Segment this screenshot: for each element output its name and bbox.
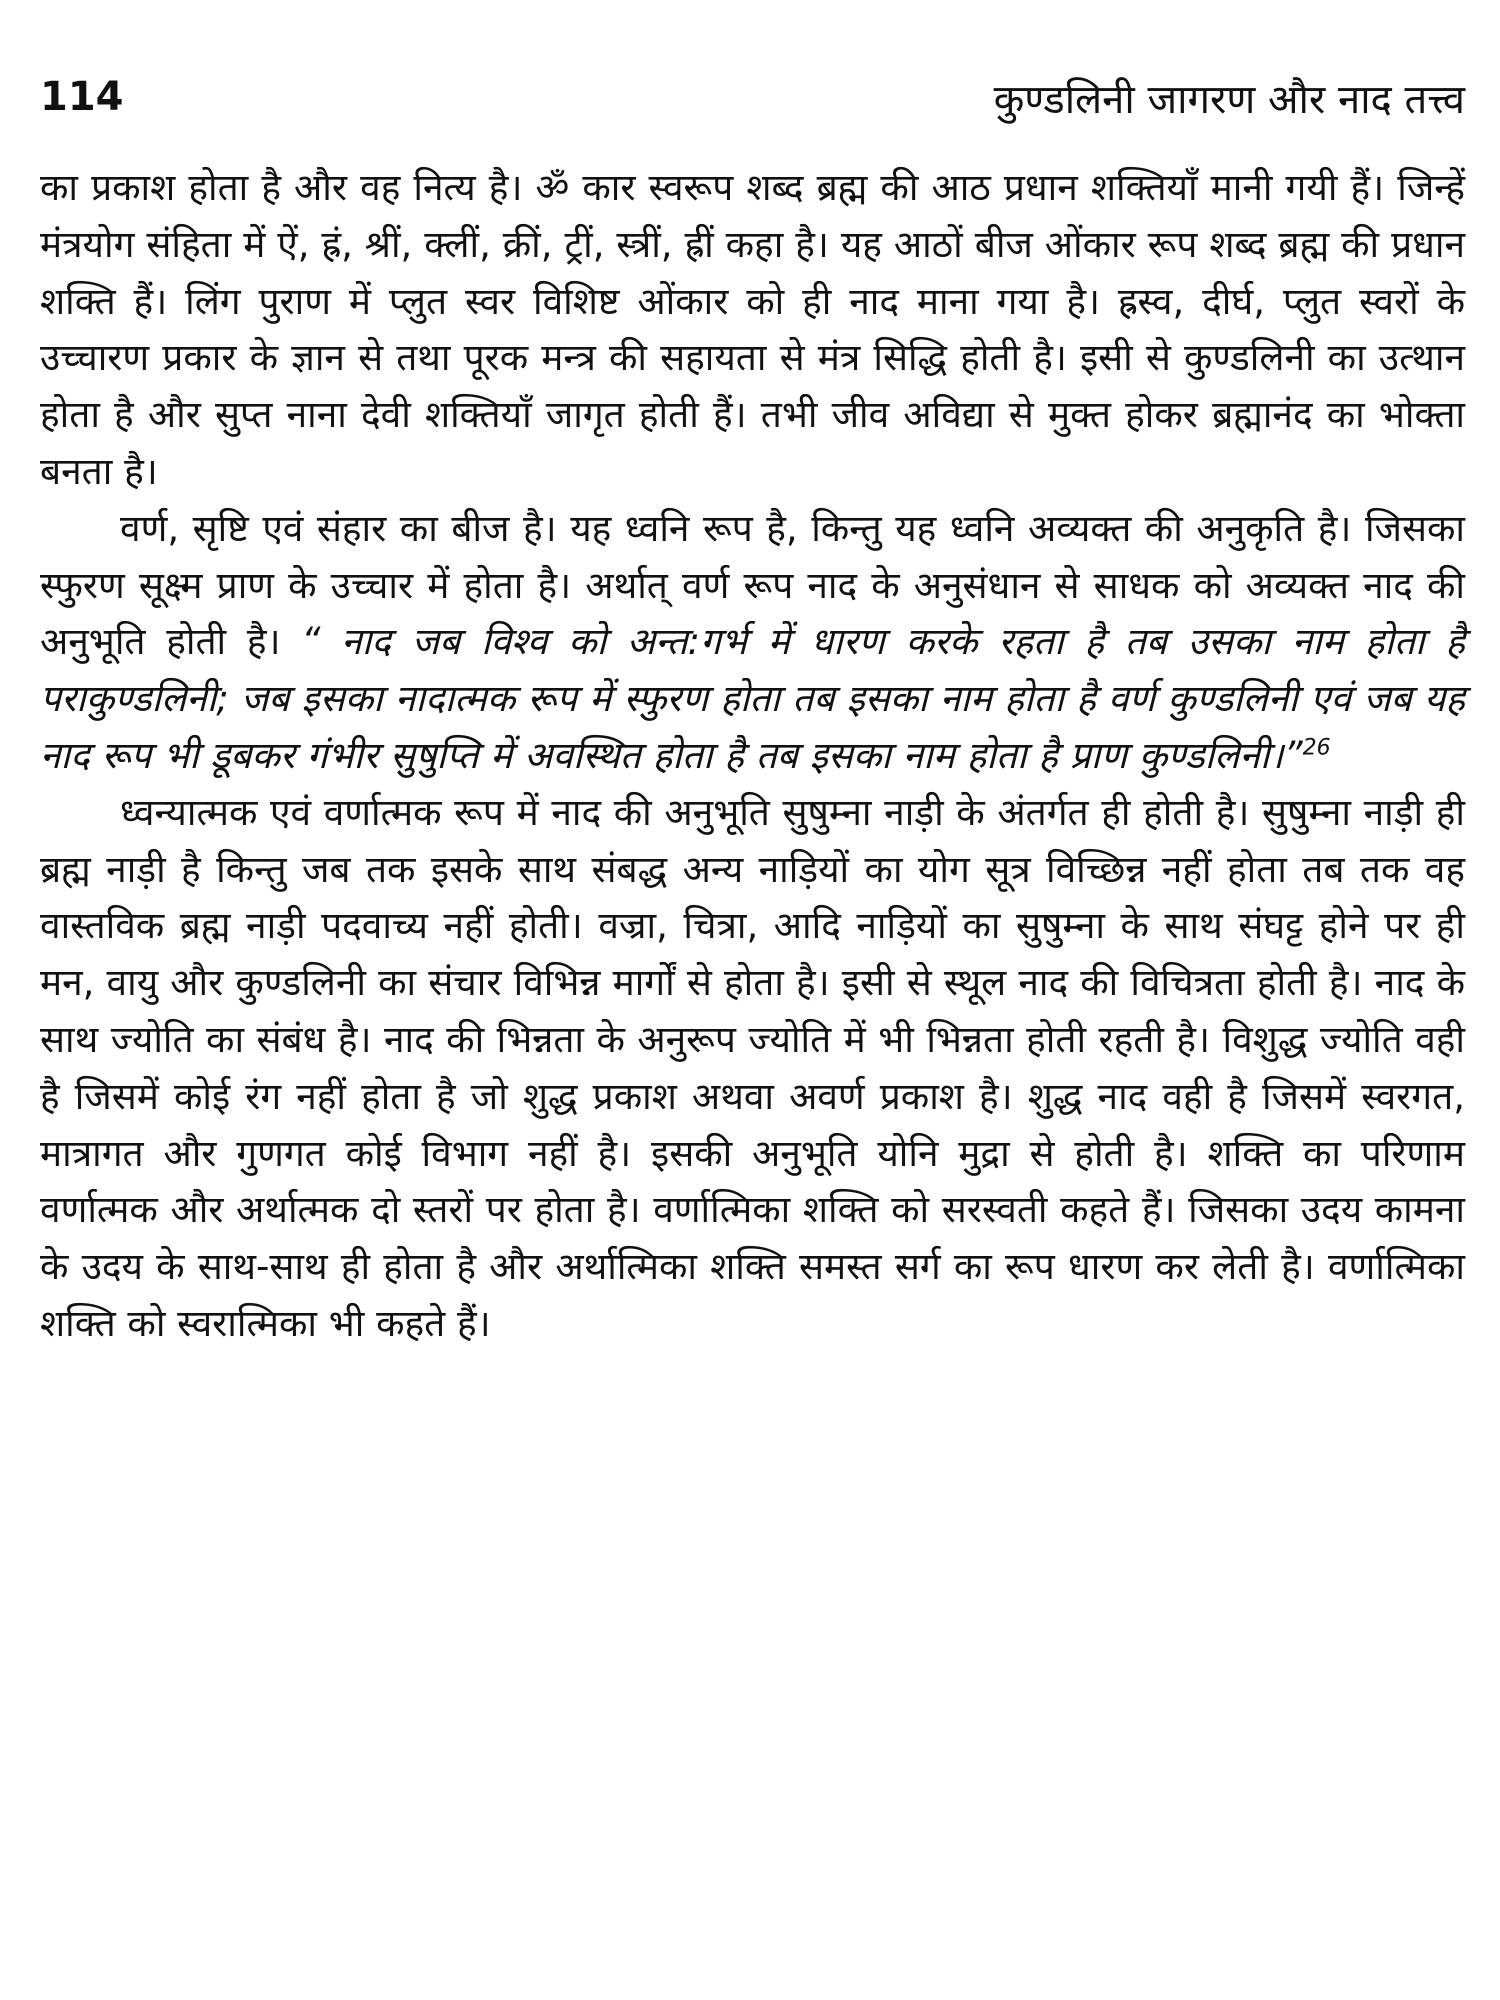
footnote-reference: 26: [1302, 735, 1331, 761]
paragraph-1: का प्रकाश होता है और वह नित्य है। ॐ कार स्वरूप शब्द ब्रह्म की आठ प्रधान शक्तियाँ मानी गयी हैं। जिन्हें मंत्रयोग संहिता में ऐं, ह्रं, श्रीं, क्लीं, क्रीं, ट्रीं, स्त्रीं, ह्रीं कहा है। यह आठों बीज ओंकार रूप शब्द ब्रह्म की प्रधान शक्ति हैं। लिंग पुराण में प्लुत स्वर विशिष्ट ओंकार को ही नाद माना गया है। ह्रस्व, दीर्घ, प्लुत स्वरों के उच्चारण प्रकार के ज्ञान से तथा पूरक मन्त्र की सहायता से मंत्र सिद्धि होती है। इसी से कुण्डलिनी का उत्थान होता है और सुप्त नाना देवी शक्तियाँ जागृत होती हैं। तभी जीव अविद्या से मुक्त होकर ब्रह्मानंद का भोक्ता बनता है।: [40, 166, 1465, 493]
paragraph-2-lead: वर्ण, सृष्टि एवं संहार का बीज है। यह ध्वनि रूप है, किन्तु यह ध्वनि अव्यक्त की अनुकृति है। जिसका स्फुरण सूक्ष्म प्राण के उच्चार में होता है। अर्थात् वर्ण रूप नाद के अनुसंधान से साधक को अव्यक्त नाद की अनुभूति होती है।: [40, 506, 1465, 664]
page-header: [40, 62, 1465, 132]
body-text: [40, 160, 1465, 1353]
paragraph-3: ध्वन्यात्मक एवं वर्णात्मक रूप में नाद की अनुभूति सुषुम्ना नाड़ी के अंतर्गत ही होती है। सुषुम्ना नाड़ी ही ब्रह्म नाड़ी है किन्तु जब तक इसके साथ संबद्ध अन्य नाड़ियों का योग सूत्र विच्छिन्न नहीं होता तब तक वह वास्तविक ब्रह्म नाड़ी पदवाच्य नहीं होती। वज्रा, चित्रा, आदि नाड़ियों का सुषुम्ना के साथ संघट्ट होने पर ही मन, वायु और कुण्डलिनी का संचार विभिन्न मार्गों से होता है। इसी से स्थूल नाद की विचित्रता होती है। नाद के साथ ज्योति का संबंध है। नाद की भिन्नता के अनुरूप ज्योति में भी भिन्नता होती रहती है। विशुद्ध ज्योति वही है जिसमें कोई रंग नहीं होता है जो शुद्ध प्रकाश अथवा अवर्ण प्रकाश है। शुद्ध नाद वही है जिसमें स्वरगत, मात्रागत और गुणगत कोई विभाग नहीं है। इसकी अनुभूति योनि मुद्रा से होती है। शक्ति का परिणाम वर्णात्मक और अर्थात्मक दो स्तरों पर होता है। वर्णात्मिका शक्ति को सरस्वती कहते हैं। जिसका उदय कामना के उदय के साथ-साथ ही होता है और अर्थात्मिका शक्ति समस्त सर्ग का रूप धारण कर लेती है। वर्णात्मिका शक्ति को स्वरात्मिका भी कहते हैं।: [40, 790, 1465, 1345]
paragraph-2: [40, 501, 1465, 785]
running-title: कुण्डलिनी जागरण और नाद तत्त्व: [993, 76, 1465, 123]
paragraph-2-quote: “ नाद जब विश्व को अन्त:गर्भ में धारण करके रहता है तब उसका नाम होता है पराकुण्डलिनी; जब इसका नादात्मक रूप में स्फुरण होता तब इसका नाम होता है वर्ण कुण्डलिनी एवं जब यह नाद रूप भी डूबकर गंभीर सुषुप्ति में अवस्थित होता है तब इसका नाम होता है प्राण कुण्डलिनी।”: [40, 620, 1465, 777]
page-number: 114: [40, 74, 124, 120]
